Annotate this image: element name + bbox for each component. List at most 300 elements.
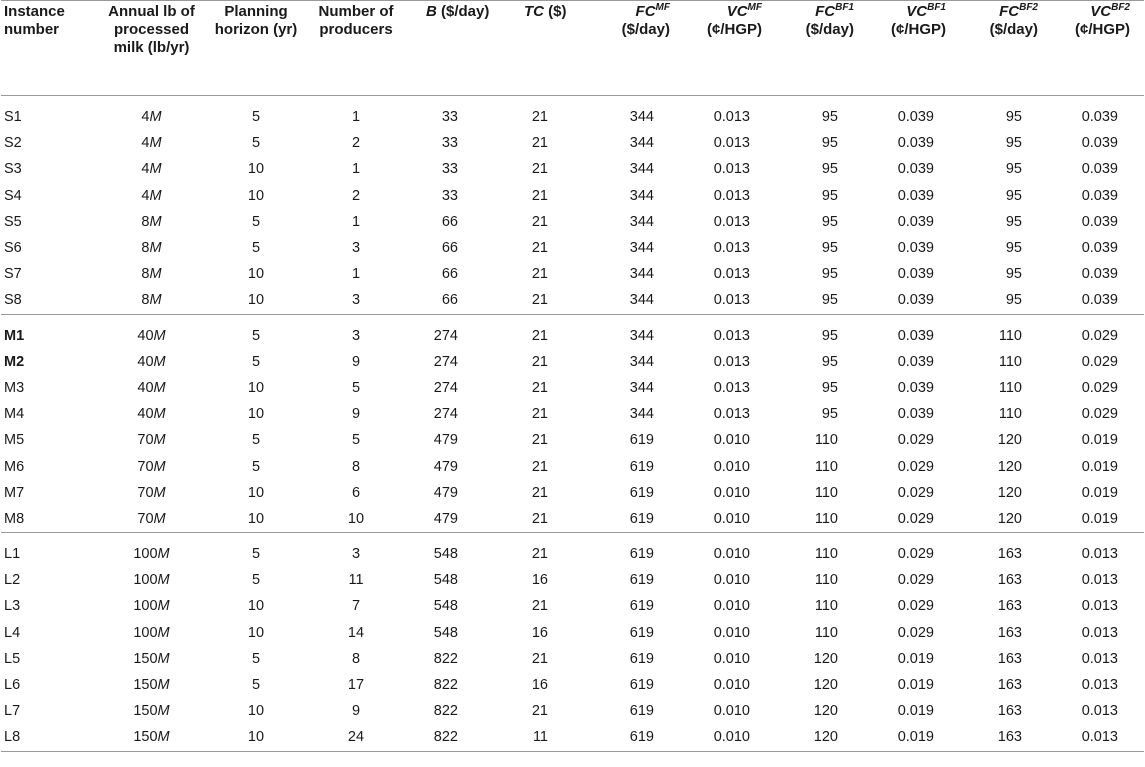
cell-instance-number: M7 bbox=[4, 484, 25, 501]
cell-fc-bf1: 95 bbox=[821, 240, 838, 257]
cell-vc-bf2: 0.039 bbox=[1081, 135, 1118, 152]
cell-tc: 21 bbox=[531, 240, 548, 257]
cell-vc-bf2: 0.013 bbox=[1081, 546, 1118, 563]
milk-value: 4 bbox=[141, 135, 150, 152]
header-b bbox=[404, 1, 502, 96]
cell-annual-milk bbox=[99, 261, 204, 287]
milk-unit-suffix: M bbox=[153, 432, 166, 449]
cell-fc-mf: 619 bbox=[629, 432, 654, 449]
cell-number-of-producers: 5 bbox=[351, 379, 361, 396]
milk-value: 150 bbox=[133, 677, 158, 694]
milk-unit-suffix: M bbox=[153, 353, 166, 370]
cell-vc-mf: 0.013 bbox=[713, 379, 750, 396]
cell-b: 274 bbox=[433, 353, 458, 370]
milk-value: 70 bbox=[137, 510, 154, 527]
cell-vc-bf1: 0.019 bbox=[897, 650, 934, 667]
header-vc-bf1 bbox=[868, 1, 960, 96]
header-tc-unit: ($) bbox=[544, 3, 567, 20]
cell-fc-bf2: 95 bbox=[1005, 161, 1022, 178]
cell-annual-milk bbox=[99, 96, 204, 131]
header-vc-bf1-sup: BF1 bbox=[927, 2, 946, 13]
cell-annual-milk bbox=[99, 593, 204, 619]
cell-instance-number: S1 bbox=[4, 109, 22, 126]
header-fc-bf2-sup: BF2 bbox=[1019, 2, 1038, 13]
cell-fc-bf2: 120 bbox=[997, 484, 1022, 501]
cell-number-of-producers: 9 bbox=[351, 406, 361, 423]
cell-fc-mf: 344 bbox=[592, 287, 684, 314]
cell-b: 66 bbox=[404, 287, 502, 314]
cell-number-of-producers: 3 bbox=[351, 240, 361, 257]
header-fc-bf1 bbox=[776, 1, 868, 96]
cell-vc-mf: 0.010 bbox=[713, 624, 750, 641]
milk-unit-suffix: M bbox=[149, 135, 162, 152]
header-instance-number: Instance number bbox=[1, 1, 99, 96]
cell-instance-number: S6 bbox=[4, 240, 22, 257]
table-row bbox=[1, 209, 1144, 235]
cell-fc-bf1: 120 bbox=[776, 724, 868, 751]
milk-unit-suffix: M bbox=[157, 546, 170, 563]
milk-value: 8 bbox=[141, 213, 150, 230]
cell-vc-mf: 0.010 bbox=[713, 458, 750, 475]
cell-vc-bf1: 0.039 bbox=[897, 379, 934, 396]
cell-tc: 21 bbox=[531, 187, 548, 204]
milk-value: 150 bbox=[133, 729, 158, 746]
cell-fc-bf2: 163 bbox=[997, 703, 1022, 720]
cell-vc-bf1: 0.039 bbox=[897, 327, 934, 344]
milk-value: 4 bbox=[141, 109, 150, 126]
cell-fc-bf1: 110 bbox=[814, 546, 838, 563]
header-vc-mf-sup: MF bbox=[747, 2, 762, 13]
cell-vc-mf: 0.013 bbox=[713, 406, 750, 423]
cell-fc-bf2: 163 bbox=[997, 677, 1022, 694]
cell-planning-horizon: 10 bbox=[247, 624, 265, 641]
cell-fc-mf: 619 bbox=[629, 484, 654, 501]
cell-planning-horizon: 5 bbox=[251, 546, 261, 563]
table-row bbox=[1, 261, 1144, 287]
cell-planning-horizon: 10 bbox=[204, 506, 308, 533]
milk-unit-suffix: M bbox=[149, 240, 162, 257]
cell-instance-number: L2 bbox=[4, 572, 21, 589]
cell-vc-bf1: 0.039 bbox=[897, 406, 934, 423]
cell-fc-mf: 344 bbox=[629, 240, 654, 257]
cell-tc: 11 bbox=[502, 724, 592, 751]
table-row bbox=[1, 567, 1144, 593]
header-fc-mf bbox=[592, 1, 684, 96]
cell-fc-mf: 619 bbox=[629, 458, 654, 475]
cell-fc-bf2: 95 bbox=[1005, 213, 1022, 230]
cell-vc-bf2: 0.019 bbox=[1081, 432, 1118, 449]
cell-fc-mf: 344 bbox=[629, 135, 654, 152]
cell-annual-milk bbox=[99, 401, 204, 427]
milk-value: 8 bbox=[141, 266, 150, 283]
table-row bbox=[1, 480, 1144, 506]
table-row bbox=[1, 672, 1144, 698]
cell-vc-bf2: 0.013 bbox=[1052, 724, 1144, 751]
table-body bbox=[1, 96, 1144, 752]
cell-fc-bf2: 110 bbox=[998, 327, 1022, 344]
cell-vc-bf1: 0.039 bbox=[897, 109, 934, 126]
cell-annual-milk bbox=[99, 130, 204, 156]
cell-vc-bf1: 0.039 bbox=[868, 287, 960, 314]
cell-vc-bf1: 0.039 bbox=[897, 353, 934, 370]
table-row bbox=[1, 156, 1144, 182]
milk-unit-suffix: M bbox=[149, 109, 162, 126]
cell-number-of-producers: 9 bbox=[351, 353, 361, 370]
cell-vc-bf2: 0.029 bbox=[1081, 327, 1118, 344]
cell-number-of-producers: 9 bbox=[351, 703, 361, 720]
table-row bbox=[1, 375, 1144, 401]
cell-tc: 21 bbox=[502, 506, 592, 533]
cell-vc-bf2: 0.039 bbox=[1052, 287, 1144, 314]
cell-b: 66 bbox=[441, 240, 458, 257]
cell-vc-bf2: 0.029 bbox=[1081, 353, 1118, 370]
cell-number-of-producers: 17 bbox=[347, 677, 365, 694]
cell-b: 33 bbox=[441, 109, 458, 126]
cell-fc-mf: 344 bbox=[629, 266, 654, 283]
cell-annual-milk bbox=[99, 698, 204, 724]
cell-fc-bf1: 95 bbox=[821, 161, 838, 178]
cell-fc-bf1: 120 bbox=[813, 677, 838, 694]
header-vc-bf2-sup: BF2 bbox=[1111, 2, 1130, 13]
header-vc-bf1-unit: (¢/HGP) bbox=[890, 21, 946, 38]
cell-fc-bf2: 95 bbox=[1005, 240, 1022, 257]
cell-b: 822 bbox=[404, 724, 502, 751]
cell-planning-horizon: 10 bbox=[247, 187, 265, 204]
cell-fc-bf1: 110 bbox=[814, 484, 838, 501]
cell-instance-number: S8 bbox=[1, 287, 99, 314]
cell-instance-number: M3 bbox=[4, 379, 25, 396]
cell-tc: 21 bbox=[531, 135, 548, 152]
cell-instance-number: L4 bbox=[4, 624, 21, 641]
cell-fc-bf2: 95 bbox=[1005, 109, 1022, 126]
cell-b: 33 bbox=[441, 161, 458, 178]
cell-tc: 16 bbox=[531, 572, 548, 589]
cell-number-of-producers: 8 bbox=[351, 650, 361, 667]
cell-fc-mf: 619 bbox=[629, 650, 654, 667]
cell-number-of-producers: 1 bbox=[351, 213, 361, 230]
cell-vc-bf2: 0.019 bbox=[1052, 506, 1144, 533]
cell-number-of-producers: 14 bbox=[347, 624, 365, 641]
milk-value: 40 bbox=[137, 379, 154, 396]
cell-vc-mf: 0.013 bbox=[713, 266, 750, 283]
cell-instance-number: M4 bbox=[4, 406, 25, 423]
cell-vc-bf2: 0.013 bbox=[1081, 650, 1118, 667]
cell-vc-mf: 0.013 bbox=[684, 287, 776, 314]
cell-instance-number: S3 bbox=[4, 161, 22, 178]
cell-annual-milk bbox=[99, 209, 204, 235]
cell-vc-bf1: 0.029 bbox=[897, 598, 934, 615]
cell-vc-mf: 0.013 bbox=[713, 327, 750, 344]
milk-value: 40 bbox=[137, 406, 154, 423]
cell-planning-horizon: 5 bbox=[251, 677, 261, 694]
milk-value: 4 bbox=[141, 161, 150, 178]
milk-unit-suffix: M bbox=[149, 266, 162, 283]
cell-vc-bf1: 0.029 bbox=[868, 506, 960, 533]
cell-fc-bf2: 163 bbox=[997, 624, 1022, 641]
cell-number-of-producers: 1 bbox=[351, 161, 361, 178]
cell-tc: 21 bbox=[531, 650, 548, 667]
cell-fc-bf1: 95 bbox=[821, 135, 838, 152]
header-fc-bf1-var: FC bbox=[815, 3, 836, 20]
milk-value: 8 bbox=[141, 292, 150, 309]
cell-b: 548 bbox=[433, 546, 458, 563]
cell-vc-bf1: 0.039 bbox=[897, 266, 934, 283]
cell-vc-bf1: 0.029 bbox=[897, 458, 934, 475]
cell-number-of-producers: 3 bbox=[351, 546, 361, 563]
cell-tc: 21 bbox=[531, 353, 548, 370]
milk-unit-suffix: M bbox=[149, 213, 162, 230]
cell-planning-horizon: 5 bbox=[251, 353, 261, 370]
cell-vc-bf2: 0.013 bbox=[1081, 703, 1118, 720]
cell-vc-bf1: 0.039 bbox=[897, 213, 934, 230]
cell-tc: 21 bbox=[531, 703, 548, 720]
cell-fc-bf1: 110 bbox=[814, 624, 838, 641]
table-row bbox=[1, 533, 1144, 568]
cell-fc-bf1: 110 bbox=[814, 432, 838, 449]
header-fc-mf-sup: MF bbox=[655, 2, 670, 13]
cell-vc-bf2: 0.039 bbox=[1081, 266, 1118, 283]
cell-fc-mf: 619 bbox=[592, 724, 684, 751]
cell-instance-number: S5 bbox=[4, 213, 22, 230]
table-row bbox=[1, 593, 1144, 619]
instances-table bbox=[1, 0, 1144, 752]
milk-unit-suffix: M bbox=[157, 572, 170, 589]
cell-fc-mf: 344 bbox=[629, 187, 654, 204]
cell-instance-number: S2 bbox=[4, 135, 22, 152]
cell-b: 33 bbox=[441, 135, 458, 152]
cell-vc-mf: 0.013 bbox=[713, 161, 750, 178]
milk-unit-suffix: M bbox=[157, 650, 170, 667]
cell-fc-bf2: 95 bbox=[1005, 266, 1022, 283]
table-row bbox=[1, 349, 1144, 375]
cell-fc-bf2: 95 bbox=[960, 287, 1052, 314]
cell-number-of-producers: 2 bbox=[351, 187, 361, 204]
cell-tc: 21 bbox=[531, 458, 548, 475]
cell-fc-bf2: 120 bbox=[960, 506, 1052, 533]
cell-planning-horizon: 10 bbox=[247, 161, 265, 178]
cell-vc-mf: 0.010 bbox=[713, 650, 750, 667]
cell-vc-bf1: 0.029 bbox=[897, 624, 934, 641]
cell-vc-bf1: 0.019 bbox=[897, 703, 934, 720]
cell-fc-bf2: 120 bbox=[997, 432, 1022, 449]
cell-b: 274 bbox=[433, 406, 458, 423]
cell-annual-milk bbox=[99, 183, 204, 209]
milk-unit-suffix: M bbox=[153, 510, 166, 527]
cell-planning-horizon: 10 bbox=[204, 287, 308, 314]
header-annual-milk: Annual lb of processed milk (lb/yr) bbox=[99, 1, 204, 96]
cell-tc: 21 bbox=[531, 213, 548, 230]
cell-fc-bf2: 110 bbox=[998, 379, 1022, 396]
header-fc-bf1-unit: ($/day) bbox=[805, 21, 854, 38]
cell-b: 479 bbox=[433, 458, 458, 475]
milk-unit-suffix: M bbox=[149, 187, 162, 204]
cell-number-of-producers: 11 bbox=[348, 572, 364, 589]
cell-fc-mf: 619 bbox=[629, 677, 654, 694]
cell-vc-bf1: 0.039 bbox=[897, 187, 934, 204]
cell-vc-bf2: 0.039 bbox=[1081, 109, 1118, 126]
cell-fc-mf: 344 bbox=[629, 109, 654, 126]
cell-vc-bf1: 0.039 bbox=[897, 135, 934, 152]
cell-fc-bf1: 95 bbox=[821, 327, 838, 344]
table-row bbox=[1, 698, 1144, 724]
milk-value: 150 bbox=[133, 650, 158, 667]
header-vc-bf2 bbox=[1052, 1, 1144, 96]
cell-instance-number: M2 bbox=[4, 353, 25, 370]
cell-vc-bf1: 0.039 bbox=[897, 240, 934, 257]
cell-annual-milk bbox=[99, 314, 204, 349]
cell-b: 66 bbox=[441, 266, 458, 283]
cell-planning-horizon: 5 bbox=[251, 650, 261, 667]
table-row bbox=[1, 453, 1144, 479]
header-number-of-producers: Number of producers bbox=[308, 1, 404, 96]
header-fc-bf2 bbox=[960, 1, 1052, 96]
header-planning-horizon: Planning horizon (yr) bbox=[204, 1, 308, 96]
header-b-unit: ($/day) bbox=[436, 3, 490, 20]
cell-annual-milk bbox=[99, 533, 204, 568]
cell-instance-number: L7 bbox=[4, 703, 21, 720]
cell-fc-bf2: 120 bbox=[997, 458, 1022, 475]
header-tc bbox=[502, 1, 592, 96]
header-vc-bf2-unit: (¢/HGP) bbox=[1074, 21, 1130, 38]
cell-vc-bf1: 0.029 bbox=[897, 546, 934, 563]
milk-unit-suffix: M bbox=[153, 406, 166, 423]
cell-b: 479 bbox=[433, 432, 458, 449]
cell-fc-bf2: 110 bbox=[998, 353, 1022, 370]
cell-vc-mf: 0.010 bbox=[713, 703, 750, 720]
cell-b: 479 bbox=[433, 484, 458, 501]
cell-annual-milk bbox=[99, 620, 204, 646]
table-row bbox=[1, 130, 1144, 156]
cell-annual-milk bbox=[99, 156, 204, 182]
cell-annual-milk bbox=[99, 287, 204, 314]
milk-value: 40 bbox=[137, 327, 154, 344]
cell-vc-mf: 0.010 bbox=[684, 724, 776, 751]
cell-fc-bf1: 95 bbox=[776, 287, 868, 314]
cell-fc-bf1: 95 bbox=[821, 379, 838, 396]
milk-unit-suffix: M bbox=[153, 484, 166, 501]
cell-tc: 21 bbox=[502, 287, 592, 314]
cell-tc: 21 bbox=[531, 161, 548, 178]
cell-fc-mf: 619 bbox=[592, 506, 684, 533]
header-fc-mf-var: FC bbox=[635, 3, 656, 20]
cell-planning-horizon: 5 bbox=[251, 240, 261, 257]
cell-vc-bf1: 0.019 bbox=[868, 724, 960, 751]
cell-vc-bf1: 0.019 bbox=[897, 677, 934, 694]
cell-fc-mf: 619 bbox=[629, 546, 654, 563]
cell-vc-mf: 0.010 bbox=[713, 484, 750, 501]
cell-planning-horizon: 10 bbox=[247, 379, 265, 396]
cell-fc-bf2: 110 bbox=[998, 406, 1022, 423]
cell-tc: 21 bbox=[531, 432, 548, 449]
header-vc-mf bbox=[684, 1, 776, 96]
cell-vc-bf2: 0.039 bbox=[1081, 187, 1118, 204]
cell-tc: 16 bbox=[531, 677, 548, 694]
cell-b: 66 bbox=[441, 213, 458, 230]
header-fc-bf2-var: FC bbox=[999, 3, 1020, 20]
milk-value: 150 bbox=[133, 703, 158, 720]
cell-fc-bf1: 95 bbox=[821, 213, 838, 230]
cell-vc-bf1: 0.039 bbox=[897, 161, 934, 178]
cell-number-of-producers: 7 bbox=[351, 598, 361, 615]
table-row bbox=[1, 235, 1144, 261]
cell-number-of-producers: 3 bbox=[351, 327, 361, 344]
cell-fc-mf: 344 bbox=[629, 213, 654, 230]
cell-instance-number: L5 bbox=[4, 650, 21, 667]
cell-vc-bf2: 0.013 bbox=[1081, 677, 1118, 694]
cell-b: 548 bbox=[433, 572, 458, 589]
milk-value: 70 bbox=[137, 484, 154, 501]
cell-annual-milk bbox=[99, 646, 204, 672]
milk-unit-suffix: M bbox=[153, 458, 166, 475]
cell-vc-mf: 0.013 bbox=[713, 213, 750, 230]
cell-b: 548 bbox=[433, 624, 458, 641]
table-row bbox=[1, 506, 1144, 533]
cell-planning-horizon: 5 bbox=[251, 572, 261, 589]
cell-fc-bf1: 110 bbox=[776, 506, 868, 533]
table-row bbox=[1, 183, 1144, 209]
cell-tc: 16 bbox=[531, 624, 548, 641]
header-row bbox=[1, 1, 1144, 96]
cell-number-of-producers: 3 bbox=[308, 287, 404, 314]
cell-b: 274 bbox=[433, 379, 458, 396]
table-row bbox=[1, 620, 1144, 646]
cell-b: 822 bbox=[433, 703, 458, 720]
milk-unit-suffix: M bbox=[149, 161, 162, 178]
cell-annual-milk bbox=[99, 724, 204, 751]
milk-unit-suffix: M bbox=[157, 677, 170, 694]
cell-planning-horizon: 10 bbox=[247, 406, 265, 423]
milk-unit-suffix: M bbox=[157, 703, 170, 720]
cell-planning-horizon: 10 bbox=[247, 598, 265, 615]
cell-annual-milk bbox=[99, 506, 204, 533]
cell-vc-bf2: 0.019 bbox=[1081, 458, 1118, 475]
cell-vc-bf2: 0.013 bbox=[1081, 598, 1118, 615]
milk-unit-suffix: M bbox=[157, 624, 170, 641]
cell-number-of-producers: 1 bbox=[351, 266, 361, 283]
cell-fc-bf2: 163 bbox=[997, 546, 1022, 563]
cell-vc-mf: 0.013 bbox=[713, 135, 750, 152]
cell-fc-bf1: 95 bbox=[821, 353, 838, 370]
cell-fc-mf: 344 bbox=[629, 327, 654, 344]
cell-tc: 21 bbox=[531, 546, 548, 563]
cell-vc-mf: 0.010 bbox=[713, 677, 750, 694]
cell-vc-bf2: 0.039 bbox=[1081, 161, 1118, 178]
cell-vc-mf: 0.010 bbox=[684, 506, 776, 533]
cell-fc-bf2: 163 bbox=[997, 650, 1022, 667]
cell-tc: 21 bbox=[531, 406, 548, 423]
cell-tc: 21 bbox=[531, 327, 548, 344]
cell-vc-mf: 0.010 bbox=[713, 572, 750, 589]
cell-fc-bf1: 120 bbox=[813, 703, 838, 720]
cell-instance-number: L8 bbox=[1, 724, 99, 751]
table-row bbox=[1, 96, 1144, 131]
cell-b: 33 bbox=[441, 187, 458, 204]
cell-b: 274 bbox=[433, 327, 458, 344]
cell-number-of-producers: 1 bbox=[351, 109, 361, 126]
cell-fc-bf2: 163 bbox=[960, 724, 1052, 751]
cell-instance-number: L6 bbox=[4, 677, 21, 694]
cell-instance-number: S7 bbox=[4, 266, 22, 283]
cell-vc-bf2: 0.013 bbox=[1081, 624, 1118, 641]
milk-value: 40 bbox=[137, 353, 154, 370]
header-fc-mf-unit: ($/day) bbox=[621, 21, 670, 38]
cell-fc-mf: 344 bbox=[629, 161, 654, 178]
header-tc-var: TC bbox=[524, 3, 544, 20]
cell-planning-horizon: 5 bbox=[251, 432, 261, 449]
header-vc-mf-unit: (¢/HGP) bbox=[706, 21, 762, 38]
cell-fc-bf1: 95 bbox=[821, 187, 838, 204]
cell-fc-mf: 619 bbox=[629, 572, 654, 589]
